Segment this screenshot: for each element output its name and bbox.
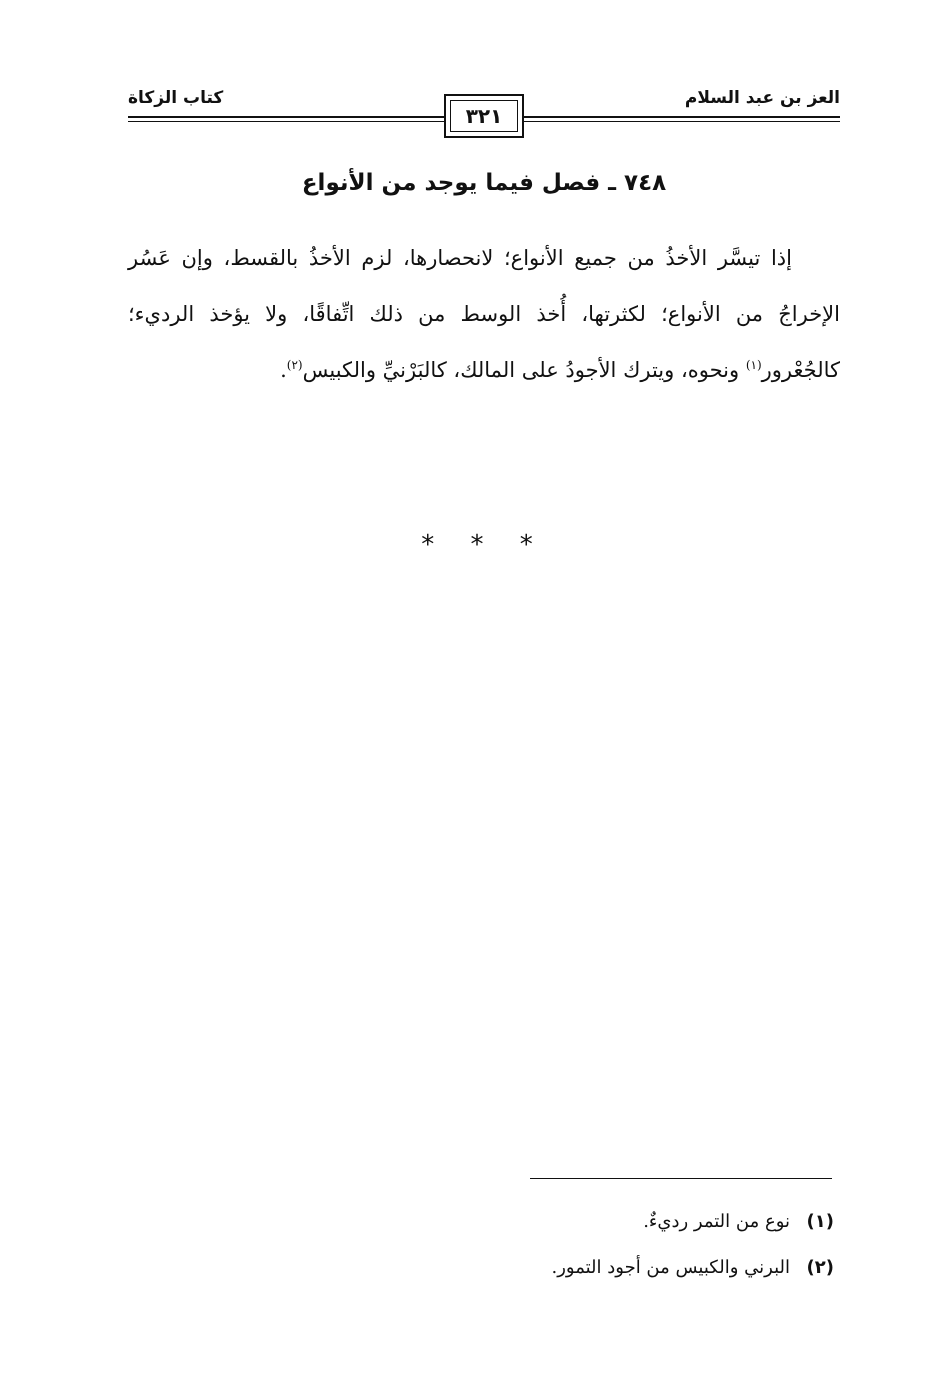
header-rule-left (128, 116, 444, 118)
footnote-divider (530, 1178, 832, 1179)
header-rule-right-thin (524, 121, 840, 122)
body-text-segment: إذا تيسَّر الأخذُ من جميع الأنواع؛ لانحصارها، لزم الأخذُ بالقسط، وإن عَسُر الإخراجُ من الأنواع؛ لكثرتها، أُخذ الوسط من ذلك اتِّفاقًا، ولا يؤخذ الرديء؛ كالجُعْرور (128, 246, 840, 382)
footnote-reference: (٢) (286, 358, 303, 372)
header-author: العز بن عبد السلام (684, 88, 840, 108)
body-paragraph (128, 230, 840, 398)
footnote-text: البرني والكبيس من أجود التمور. (551, 1256, 790, 1278)
page-number: ٣٢١ (465, 104, 503, 128)
body-text-segment: . (280, 358, 287, 382)
section-separator: * * * (421, 530, 547, 560)
footnote-text: نوع من التمر رديءٌ. (643, 1210, 790, 1232)
running-header (128, 88, 840, 148)
footnote-number: (١) (806, 1210, 834, 1232)
page-number-frame (444, 94, 524, 138)
footnote-reference: (١) (745, 358, 762, 372)
footnote-item (128, 1198, 834, 1244)
footnotes (128, 1198, 834, 1290)
header-rule-left-thin (128, 121, 444, 122)
footnote-item (128, 1244, 834, 1290)
section-heading: ٧٤٨ ـ فصل فيما يوجد من الأنواع (301, 170, 667, 196)
footnote-number: (٢) (806, 1256, 834, 1278)
header-rule-right (524, 116, 840, 118)
body-text-segment: ونحوه، ويترك الأجودُ على المالك، كالبَرْنيِّ والكبيس (302, 358, 746, 382)
header-book-title: كتاب الزكاة (128, 88, 224, 108)
